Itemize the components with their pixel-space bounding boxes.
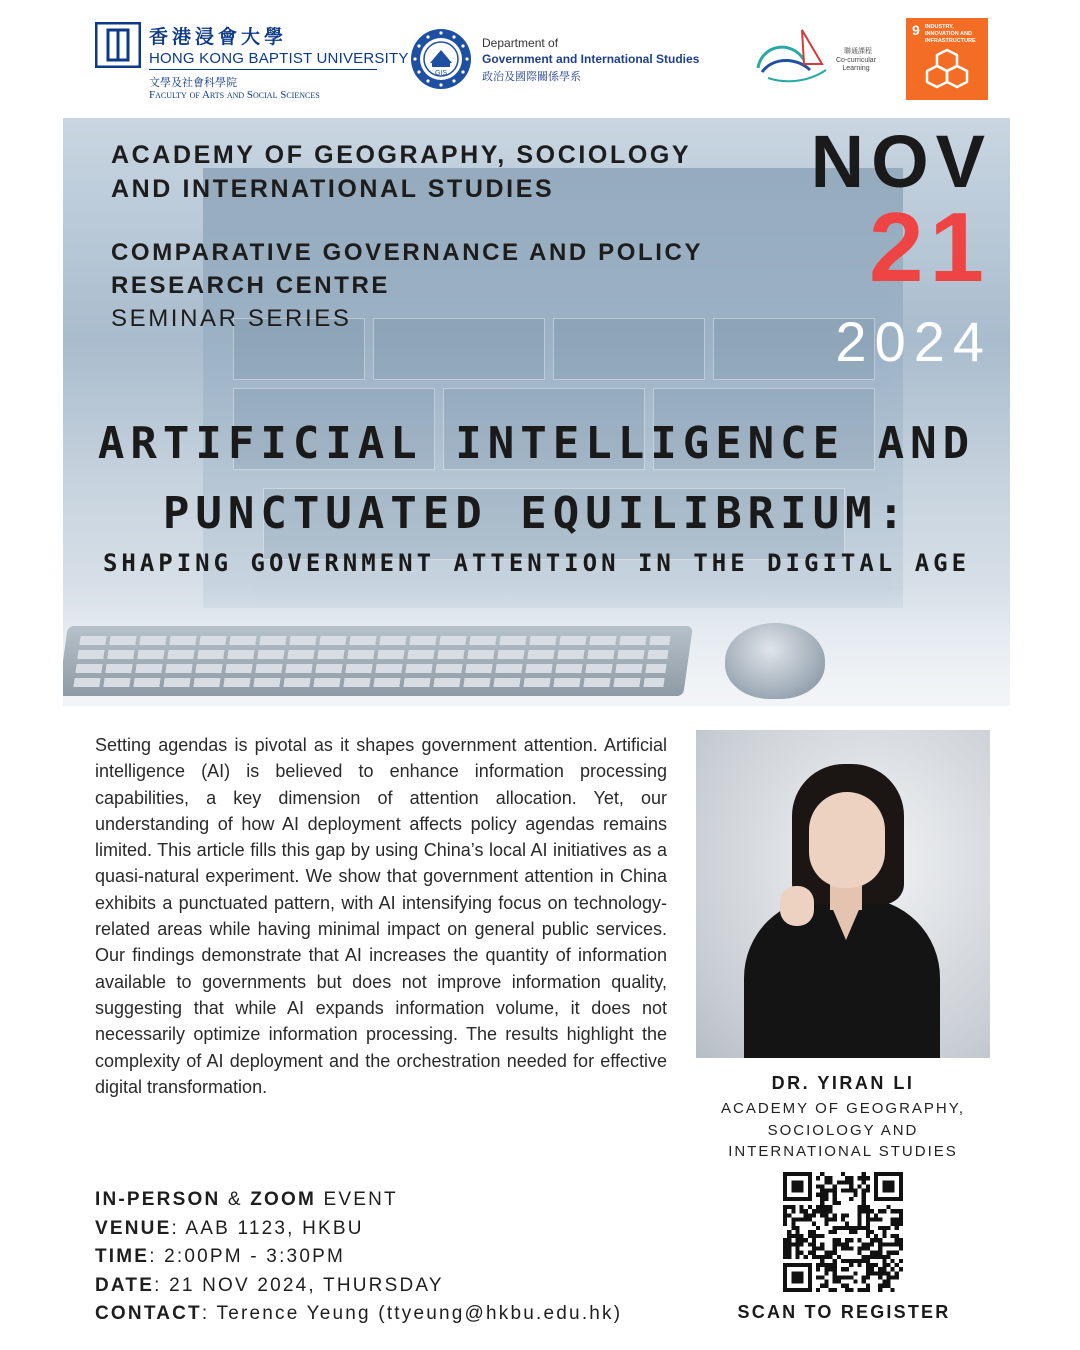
hkbu-name-cn: 香港浸會大學 (149, 26, 288, 48)
abstract-text: Setting agendas is pivotal as it shapes government attention. Artificial intelligence (AI) is believed to enhance information processing capabilities, a key dimension of attention allocation. Yet, our understanding of how AI deployment affects policy agendas remains limited. This article fills this gap by using China’s local AI initiatives as a quasi-natural experiment. We show that government attention in China exhibits a punctuated pattern, with AI intensifying focus on technology-related areas while having minimal impact on general public services. Our findings demonstrate that AI increases the quantity of information available to governments but does not improve information quality, suggesting that while AI expands information volume, it does not necessarily optimize information processing. The results highlight the complexity of AI deployment and the orchestration needed for effective digital transformation. (95, 735, 667, 1097)
hkbu-emblem-icon (95, 22, 141, 68)
academy-heading: ACADEMY OF GEOGRAPHY, SOCIOLOGY AND INTERNATIONAL STUDIES (111, 141, 692, 203)
date-day: 21 (868, 192, 990, 302)
event-mode: IN-PERSON & ZOOM EVENT (95, 1189, 398, 1210)
sdg-label: INDUSTRY, INNOVATION AND INFRASTRUCTURE (925, 24, 976, 44)
seminar-series-label: SEMINAR SERIES (111, 305, 352, 332)
keyboard-image (63, 626, 693, 696)
event-date: DATE: 21 NOV 2024, THURSDAY (95, 1274, 444, 1296)
scan-to-register-label: SCAN TO REGISTER (737, 1302, 951, 1322)
cocurricular-swirl-icon (752, 26, 842, 86)
event-venue: VENUE: AAB 1123, HKBU (95, 1217, 364, 1239)
speaker-affiliation: ACADEMY OF GEOGRAPHY, SOCIOLOGY AND INTERNATIONAL STUDIES (721, 1100, 965, 1160)
event-details (95, 1186, 622, 1329)
gis-seal-icon (410, 28, 472, 90)
logo-bar (0, 0, 1080, 118)
date-year: 2024 (835, 310, 992, 373)
monitor-background-image (203, 168, 903, 608)
gis-dept-name: Government and International Studies (482, 52, 700, 66)
registration-qr-code[interactable] (783, 1172, 903, 1292)
svg-text:GIS: GIS (434, 70, 448, 77)
cocurricular-logo (752, 26, 882, 86)
seminar-subtitle: SHAPING GOVERNMENT ATTENTION IN THE DIGITAL AGE (102, 549, 971, 577)
event-contact: CONTACT: Terence Yeung (ttyeung@hkbu.edu.hk) (95, 1303, 623, 1324)
research-centre-heading: COMPARATIVE GOVERNANCE AND POLICY RESEARCH CENTRE SEMINAR SERIES (111, 236, 703, 335)
gis-dept-name-cn: 政治及國際關係學系 (482, 70, 581, 83)
seminar-title-line2: PUNCTUATED EQUILIBRIUM: (162, 488, 911, 539)
event-time: TIME: 2:00PM - 3:30PM (95, 1246, 345, 1267)
cubes-icon (922, 48, 972, 92)
faculty-name-en: Faculty of Arts and Social Sciences (149, 89, 320, 101)
speaker-photo (696, 730, 990, 1058)
date-month: NOV (810, 120, 992, 203)
sdg-9-badge (906, 18, 988, 100)
hkbu-divider (149, 69, 377, 70)
gis-dept-label: Department of (482, 36, 559, 50)
seminar-title-line1: ARTIFICIAL INTELLIGENCE AND (97, 418, 976, 469)
hkbu-name-en: HONG KONG BAPTIST UNIVERSITY (149, 50, 409, 67)
cocurricular-name-cn: 聯通課程 (844, 47, 872, 55)
faculty-name-cn: 文學及社會科學院 (149, 76, 237, 89)
mouse-image (725, 623, 825, 699)
hero-banner (63, 118, 1010, 706)
cocurricular-name-en: Co-curricular Learning (835, 57, 877, 72)
speaker-name: DR. YIRAN LI (771, 1073, 915, 1093)
sdg-number: 9 (912, 22, 920, 38)
